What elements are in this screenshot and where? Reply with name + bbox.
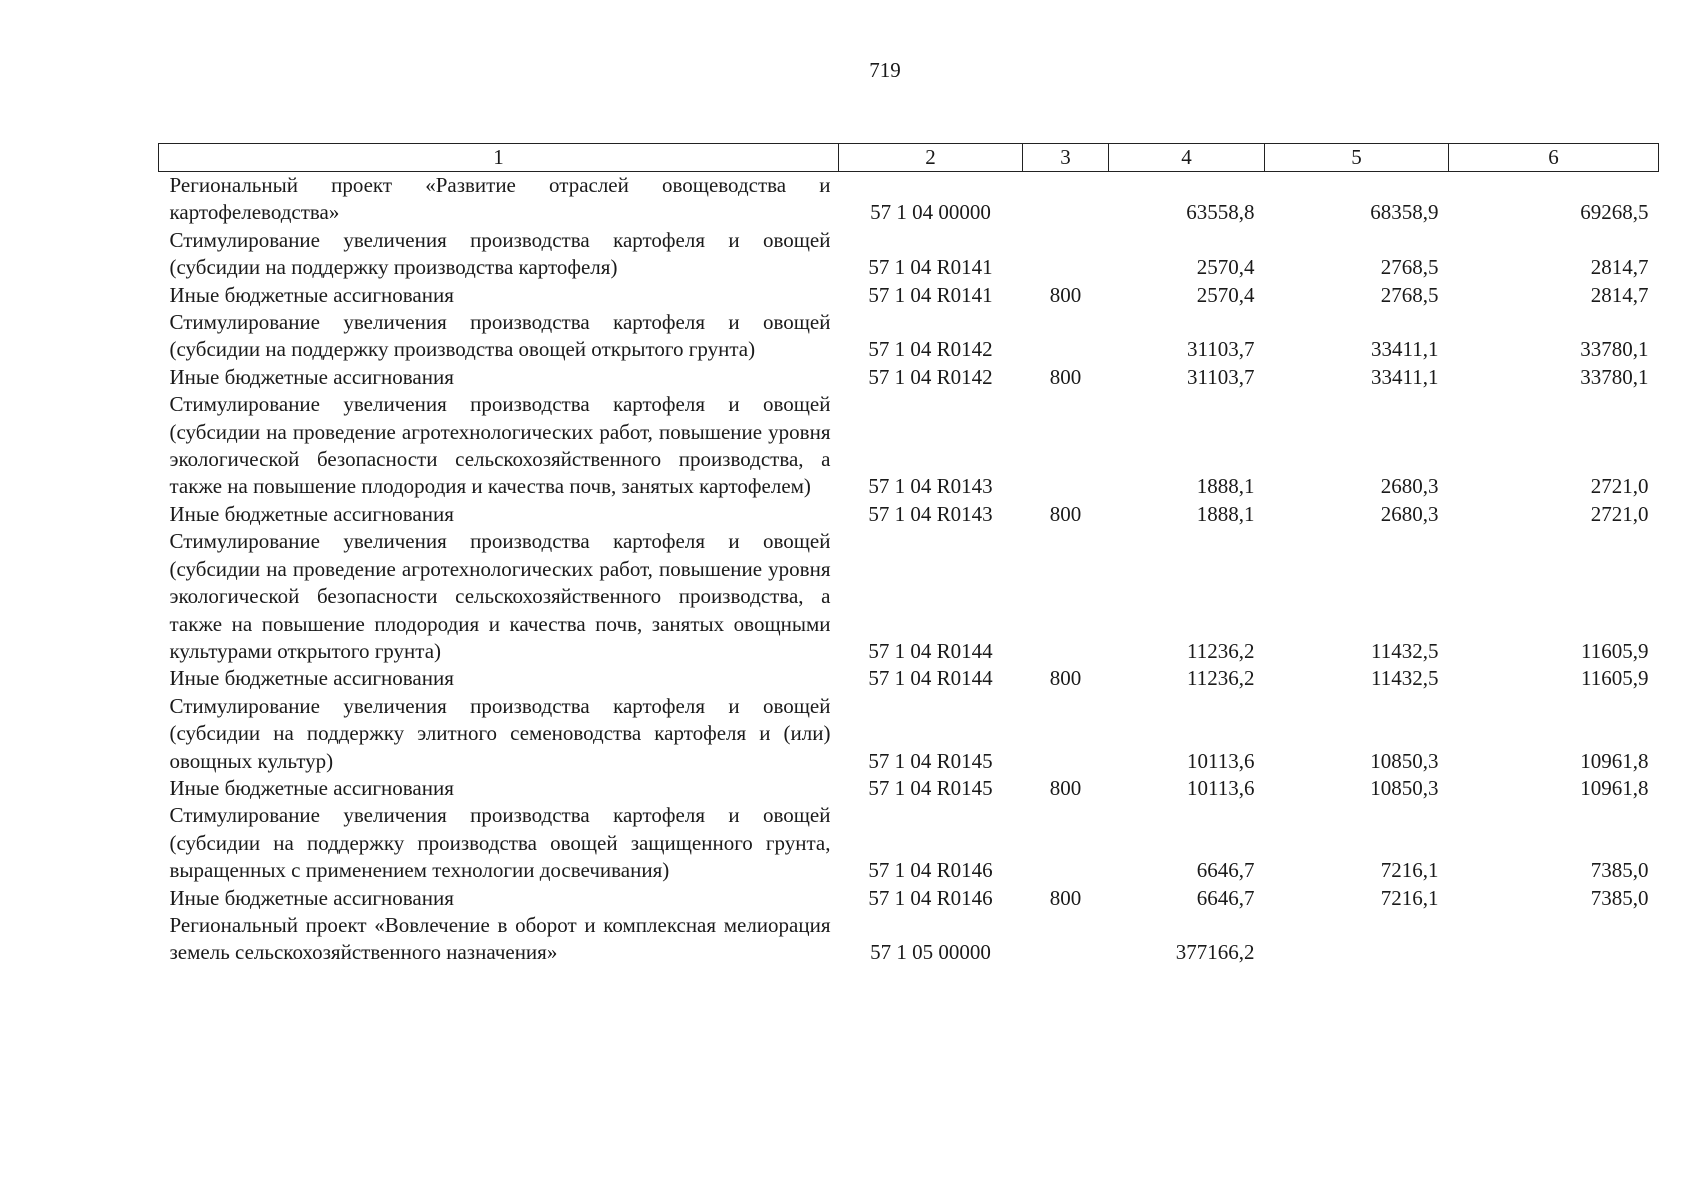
row-name: Региональный проект «Развитие отраслей овощеводства и картофелеводства» xyxy=(169,173,831,225)
row-code: 57 1 04 00000 xyxy=(870,200,991,225)
header-col-4: 4 xyxy=(1109,144,1265,172)
table-body xyxy=(159,172,1659,967)
row-code: 57 1 04 R0142 xyxy=(868,337,993,362)
row-value-col4: 1888,1 xyxy=(1196,501,1255,526)
row-value-col6: 10961,8 xyxy=(1580,775,1649,800)
row-code: 57 1 04 R0144 xyxy=(868,638,993,663)
row-value-col4: 6646,7 xyxy=(1196,858,1255,883)
row-value-col5 xyxy=(1265,912,1449,967)
row-name: Иные бюджетные ассигнования xyxy=(169,282,454,307)
row-name: Иные бюджетные ассигнования xyxy=(169,775,454,800)
row-value-col5: 33411,1 xyxy=(1371,364,1439,389)
row-expense-type xyxy=(1023,693,1109,775)
row-value-col5: 2768,5 xyxy=(1380,282,1439,307)
row-expense-type: 800 xyxy=(1049,282,1082,307)
row-value-col4: 377166,2 xyxy=(1175,940,1255,965)
row-value-col5: 2680,3 xyxy=(1380,474,1439,499)
row-value-col5: 10850,3 xyxy=(1370,748,1439,773)
row-value-col6: 33780,1 xyxy=(1580,364,1649,389)
row-expense-type: 800 xyxy=(1049,364,1082,389)
table-row xyxy=(159,802,1659,884)
row-value-col4: 31103,7 xyxy=(1187,364,1255,389)
header-col-3: 3 xyxy=(1023,144,1109,172)
row-value-col4: 63558,8 xyxy=(1186,200,1255,225)
row-value-col4: 10113,6 xyxy=(1187,748,1255,773)
header-col-5: 5 xyxy=(1265,144,1449,172)
row-value-col6: 11605,9 xyxy=(1581,666,1649,691)
row-name: Стимулирование увеличения производства картофеля и овощей (субсидии на поддержку производства овощей открытого грунта) xyxy=(169,310,831,362)
row-name: Иные бюджетные ассигнования xyxy=(169,364,454,389)
table-row xyxy=(159,309,1659,364)
row-name: Стимулирование увеличения производства картофеля и овощей (субсидии на поддержку производства овощей защищенного грунта, выращенных с применением технологии досвечивания) xyxy=(169,803,831,883)
row-name: Стимулирование увеличения производства картофеля и овощей (субсидии на поддержку производства картофеля) xyxy=(169,227,831,280)
row-code: 57 1 04 R0144 xyxy=(868,666,993,691)
row-value-col6: 2721,0 xyxy=(1590,474,1649,499)
row-code: 57 1 04 R0143 xyxy=(868,474,993,499)
table-row xyxy=(159,665,1659,692)
table-row xyxy=(159,693,1659,775)
row-code: 57 1 04 R0141 xyxy=(868,282,993,307)
row-value-col6: 33780,1 xyxy=(1580,337,1649,362)
row-code: 57 1 04 R0145 xyxy=(868,775,993,800)
table-row xyxy=(159,364,1659,391)
row-expense-type: 800 xyxy=(1049,775,1082,800)
row-value-col5: 10850,3 xyxy=(1370,775,1439,800)
header-col-6: 6 xyxy=(1449,144,1659,172)
row-expense-type xyxy=(1023,912,1109,967)
row-code: 57 1 05 00000 xyxy=(870,940,991,965)
row-expense-type: 800 xyxy=(1049,501,1082,526)
row-value-col4: 31103,7 xyxy=(1187,337,1255,362)
row-value-col6: 7385,0 xyxy=(1590,858,1649,883)
row-value-col4: 10113,6 xyxy=(1187,775,1255,800)
row-value-col5: 11432,5 xyxy=(1371,638,1439,663)
row-value-col4: 6646,7 xyxy=(1196,885,1255,910)
row-code: 57 1 04 R0146 xyxy=(868,858,993,883)
row-name: Региональный проект «Вовлечение в оборот и комплексная мелиорация земель сельскохозяйственного назначения» xyxy=(169,912,831,965)
table-row xyxy=(159,501,1659,528)
row-code: 57 1 04 R0142 xyxy=(868,364,993,389)
row-value-col6: 2814,7 xyxy=(1590,282,1649,307)
row-name: Стимулирование увеличения производства картофеля и овощей (субсидии на проведение агротехнологических работ, повышение уровня экологической безопасности сельскохозяйственного производства, а также на повышение плодородия и качества почв, занятых овощными культурами открытого грунта) xyxy=(169,529,831,663)
table-row xyxy=(159,172,1659,227)
row-expense-type: 800 xyxy=(1049,666,1082,691)
row-code: 57 1 04 R0141 xyxy=(868,255,993,280)
row-value-col4: 2570,4 xyxy=(1196,255,1255,280)
budget-table xyxy=(158,143,1659,967)
row-expense-type xyxy=(1023,391,1109,501)
row-value-col4: 1888,1 xyxy=(1196,474,1255,499)
row-value-col5: 11432,5 xyxy=(1371,666,1439,691)
row-value-col6: 11605,9 xyxy=(1581,638,1649,663)
table-row xyxy=(159,282,1659,309)
row-value-col6: 69268,5 xyxy=(1580,200,1649,225)
row-value-col6: 10961,8 xyxy=(1580,748,1649,773)
row-name: Стимулирование увеличения производства картофеля и овощей (субсидии на поддержку элитного семеноводства картофеля и (или) овощных культур) xyxy=(169,693,831,773)
table-row xyxy=(159,528,1659,665)
row-code: 57 1 04 R0145 xyxy=(868,748,993,773)
row-expense-type xyxy=(1023,172,1109,227)
table-row xyxy=(159,885,1659,912)
row-name: Иные бюджетные ассигнования xyxy=(169,885,454,910)
row-value-col5: 33411,1 xyxy=(1371,337,1439,362)
row-code: 57 1 04 R0143 xyxy=(868,501,993,526)
row-value-col6: 7385,0 xyxy=(1590,885,1649,910)
row-expense-type xyxy=(1023,802,1109,884)
row-value-col5: 68358,9 xyxy=(1370,200,1439,225)
row-expense-type: 800 xyxy=(1049,885,1082,910)
row-value-col4: 11236,2 xyxy=(1187,666,1255,691)
table-row xyxy=(159,775,1659,802)
row-value-col5: 7216,1 xyxy=(1380,858,1439,883)
table-header xyxy=(159,144,1659,172)
table-row xyxy=(159,391,1659,501)
row-expense-type xyxy=(1023,528,1109,665)
row-expense-type xyxy=(1023,227,1109,282)
row-expense-type xyxy=(1023,309,1109,364)
row-value-col6: 2721,0 xyxy=(1590,501,1649,526)
row-value-col5: 2680,3 xyxy=(1380,501,1439,526)
row-value-col5: 7216,1 xyxy=(1380,885,1439,910)
row-value-col4: 2570,4 xyxy=(1196,282,1255,307)
table-row xyxy=(159,912,1659,967)
row-value-col6: 2814,7 xyxy=(1590,255,1649,280)
row-value-col5: 2768,5 xyxy=(1380,255,1439,280)
row-value-col4: 11236,2 xyxy=(1187,638,1255,663)
row-name: Стимулирование увеличения производства картофеля и овощей (субсидии на проведение агротехнологических работ, повышение уровня экологической безопасности сельскохозяйственного производства, а также на повышение плодородия и качества почв, занятых картофелем) xyxy=(169,392,831,499)
row-value-col6 xyxy=(1449,912,1659,967)
row-name: Иные бюджетные ассигнования xyxy=(169,501,454,526)
row-code: 57 1 04 R0146 xyxy=(868,885,993,910)
page-number: 719 xyxy=(869,58,901,82)
header-col-2: 2 xyxy=(839,144,1023,172)
header-row xyxy=(159,144,1659,172)
table-row xyxy=(159,227,1659,282)
header-col-1: 1 xyxy=(159,144,839,172)
row-name: Иные бюджетные ассигнования xyxy=(169,666,454,691)
